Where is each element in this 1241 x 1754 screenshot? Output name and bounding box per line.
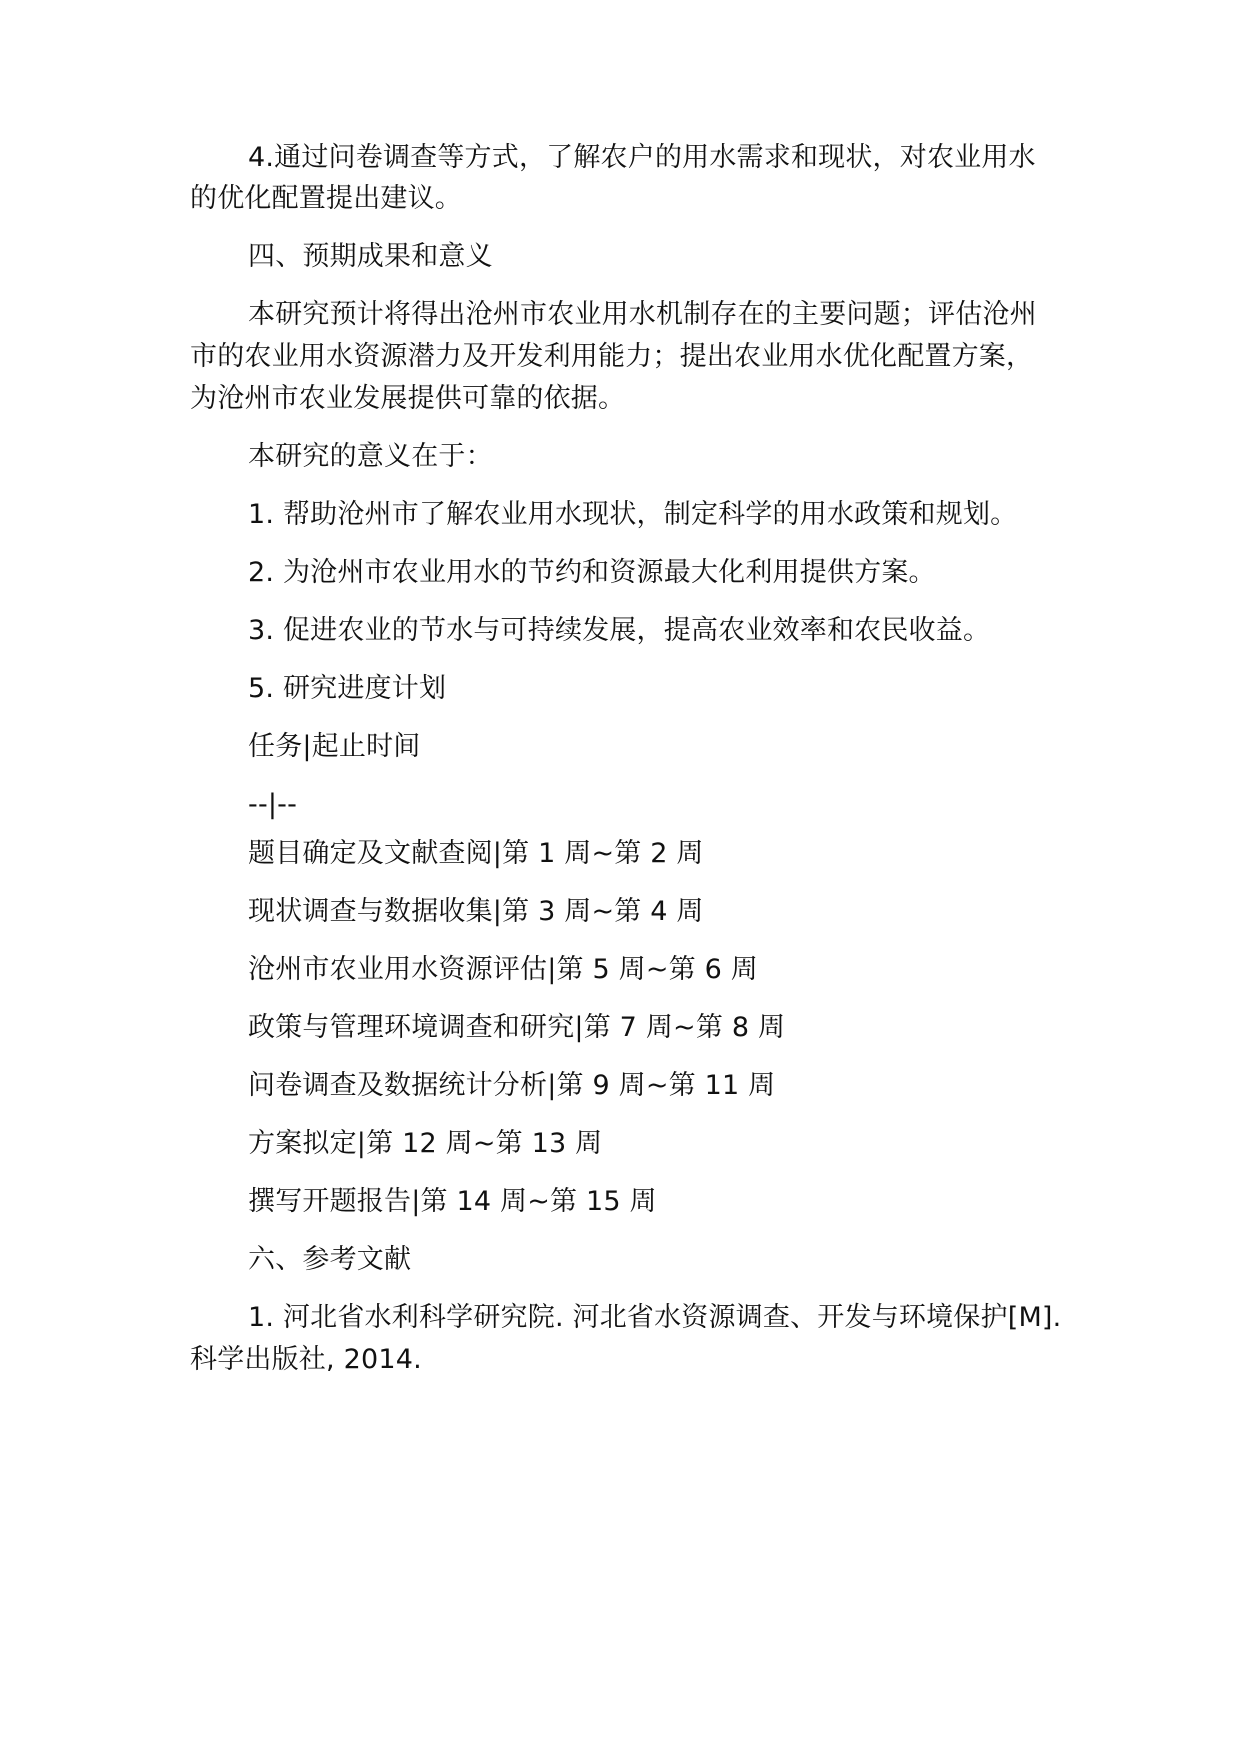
schedule-row: 政策与管理环境调查和研究|第 7 周~第 8 周 [248, 1012, 786, 1043]
schedule-row: 撰写开题报告|第 14 周~第 15 周 [248, 1186, 657, 1217]
expected-results-line-2: 市的农业用水资源潜力及开发利用能力；提出农业用水优化配置方案， [190, 341, 1034, 372]
expected-results-line-3: 为沧州市农业发展提供可靠的依据。 [190, 383, 626, 414]
significance-item: 3. 促进农业的节水与可持续发展，提高农业效率和农民收益。 [248, 615, 991, 646]
schedule-row: 方案拟定|第 12 周~第 13 周 [248, 1128, 603, 1159]
reference-1-line-1: 1. 河北省水利科学研究院. 河北省水资源调查、开发与环境保护[M]. [248, 1302, 1062, 1333]
reference-1-line-2: 科学出版社, 2014. [190, 1344, 422, 1375]
schedule-row: 问卷调查及数据统计分析|第 9 周~第 11 周 [248, 1070, 776, 1101]
paragraph-4-line-1: 4.通过问卷调查等方式，了解农户的用水需求和现状，对农业用水 [248, 142, 1036, 173]
schedule-row: 现状调查与数据收集|第 3 周~第 4 周 [248, 896, 704, 927]
section-5-heading: 5. 研究进度计划 [248, 673, 447, 704]
section-4-heading: 四、预期成果和意义 [248, 241, 493, 272]
schedule-row: 题目确定及文献查阅|第 1 周~第 2 周 [248, 838, 704, 869]
section-6-heading: 六、参考文献 [248, 1244, 412, 1275]
significance-item: 2. 为沧州市农业用水的节约和资源最大化利用提供方案。 [248, 557, 936, 588]
significance-item: 1. 帮助沧州市了解农业用水现状，制定科学的用水政策和规划。 [248, 499, 1018, 530]
significance-intro: 本研究的意义在于： [248, 441, 493, 472]
schedule-row: 沧州市农业用水资源评估|第 5 周~第 6 周 [248, 954, 759, 985]
schedule-header: 任务|起止时间 [248, 731, 421, 762]
expected-results-line-1: 本研究预计将得出沧州市农业用水机制存在的主要问题；评估沧州 [248, 299, 1037, 330]
schedule-separator: --|-- [248, 789, 298, 820]
paragraph-4-line-2: 的优化配置提出建议。 [190, 183, 462, 214]
